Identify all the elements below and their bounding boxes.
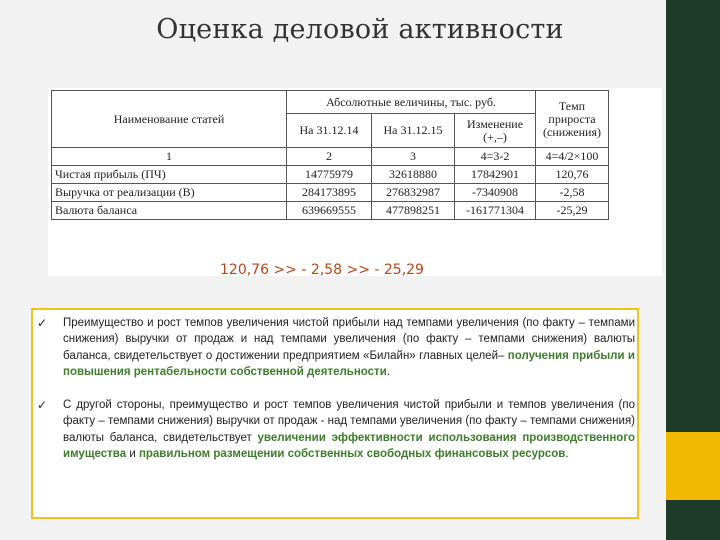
slide-title: Оценка деловой активности: [156, 14, 564, 45]
row-tempo: 120,76: [536, 166, 609, 184]
table-row: [52, 166, 609, 184]
bullet-tail: .: [386, 365, 390, 378]
table-row: [52, 184, 609, 202]
row-change: -7340908: [455, 184, 536, 202]
conclusion-bullet-2: [37, 397, 635, 462]
row-value-2015: 276832987: [372, 184, 455, 202]
bullet-highlight-text: получения прибыли и повышения рентабельности собственной деятельности: [63, 349, 635, 378]
bullet-text: [63, 397, 635, 462]
row-change: -161771304: [455, 202, 536, 220]
row-value-2014: 14775979: [287, 166, 372, 184]
conclusion-bullet-1: [37, 315, 635, 380]
table-number-cell: 4=3-2: [455, 148, 536, 166]
table-row: [52, 202, 609, 220]
row-value-2014: 284173895: [287, 184, 372, 202]
row-value-2015: 477898251: [372, 202, 455, 220]
table-number-cell: 4=4/2×100: [536, 148, 609, 166]
table-number-cell: 3: [372, 148, 455, 166]
conclusion-box: [31, 308, 639, 519]
bullet-mid-text: и: [126, 447, 136, 460]
row-name: Выручка от реализации (В): [52, 184, 287, 202]
bullet-plain-text: Преимущество и рост темпов увеличения чистой прибыли над темпами увеличения (по факту – темпами снижения) выручки от продаж и над темпами увеличения (по факту – темпами снижения) валюты баланса, свидетельствует о достижении предприятием «Билайн» главных целей–: [63, 317, 635, 362]
bullet-tail: .: [565, 447, 569, 460]
header-name: Наименование статей: [52, 91, 287, 148]
row-tempo: -25,29: [536, 202, 609, 220]
bullet-highlight-text-2: правильном размещении собственных свободных финансовых ресурсов: [135, 447, 566, 460]
row-tempo: -2,58: [536, 184, 609, 202]
row-value-2015: 32618880: [372, 166, 455, 184]
tempo-comparison-line: 120,76 >> - 2,58 >> - 25,29: [220, 262, 424, 278]
row-value-2014: 639669555: [287, 202, 372, 220]
header-change: Изменение (+,–): [455, 114, 536, 148]
table-number-cell: 1: [52, 148, 287, 166]
bullet-plain-text: С другой стороны, преимущество и рост темпов увеличения чистой прибыли и темпов увеличения (по факту – темпами снижения) выручки от продаж - над темпами увеличения (по факту – темпами снижения) валюты баланса, свидетельствует: [63, 399, 635, 444]
table-card: [48, 88, 662, 276]
bullet-highlight-text: увеличении эффективности использования производственного имущества: [63, 431, 635, 460]
checkmark-icon: ✓: [37, 398, 48, 412]
financial-table: [51, 90, 609, 220]
table-number-cell: 2: [287, 148, 372, 166]
side-accent-marker: [666, 432, 720, 500]
checkmark-icon: ✓: [37, 316, 48, 330]
row-name: Чистая прибыль (ПЧ): [52, 166, 287, 184]
header-abs: Абсолютные величины, тыс. руб.: [287, 91, 536, 114]
header-date2: На 31.12.15: [372, 114, 455, 148]
row-name: Валюта баланса: [52, 202, 287, 220]
header-date1: На 31.12.14: [287, 114, 372, 148]
bullet-text: [63, 315, 635, 380]
header-tempo: Темп прироста (снижения): [536, 91, 609, 148]
row-change: 17842901: [455, 166, 536, 184]
